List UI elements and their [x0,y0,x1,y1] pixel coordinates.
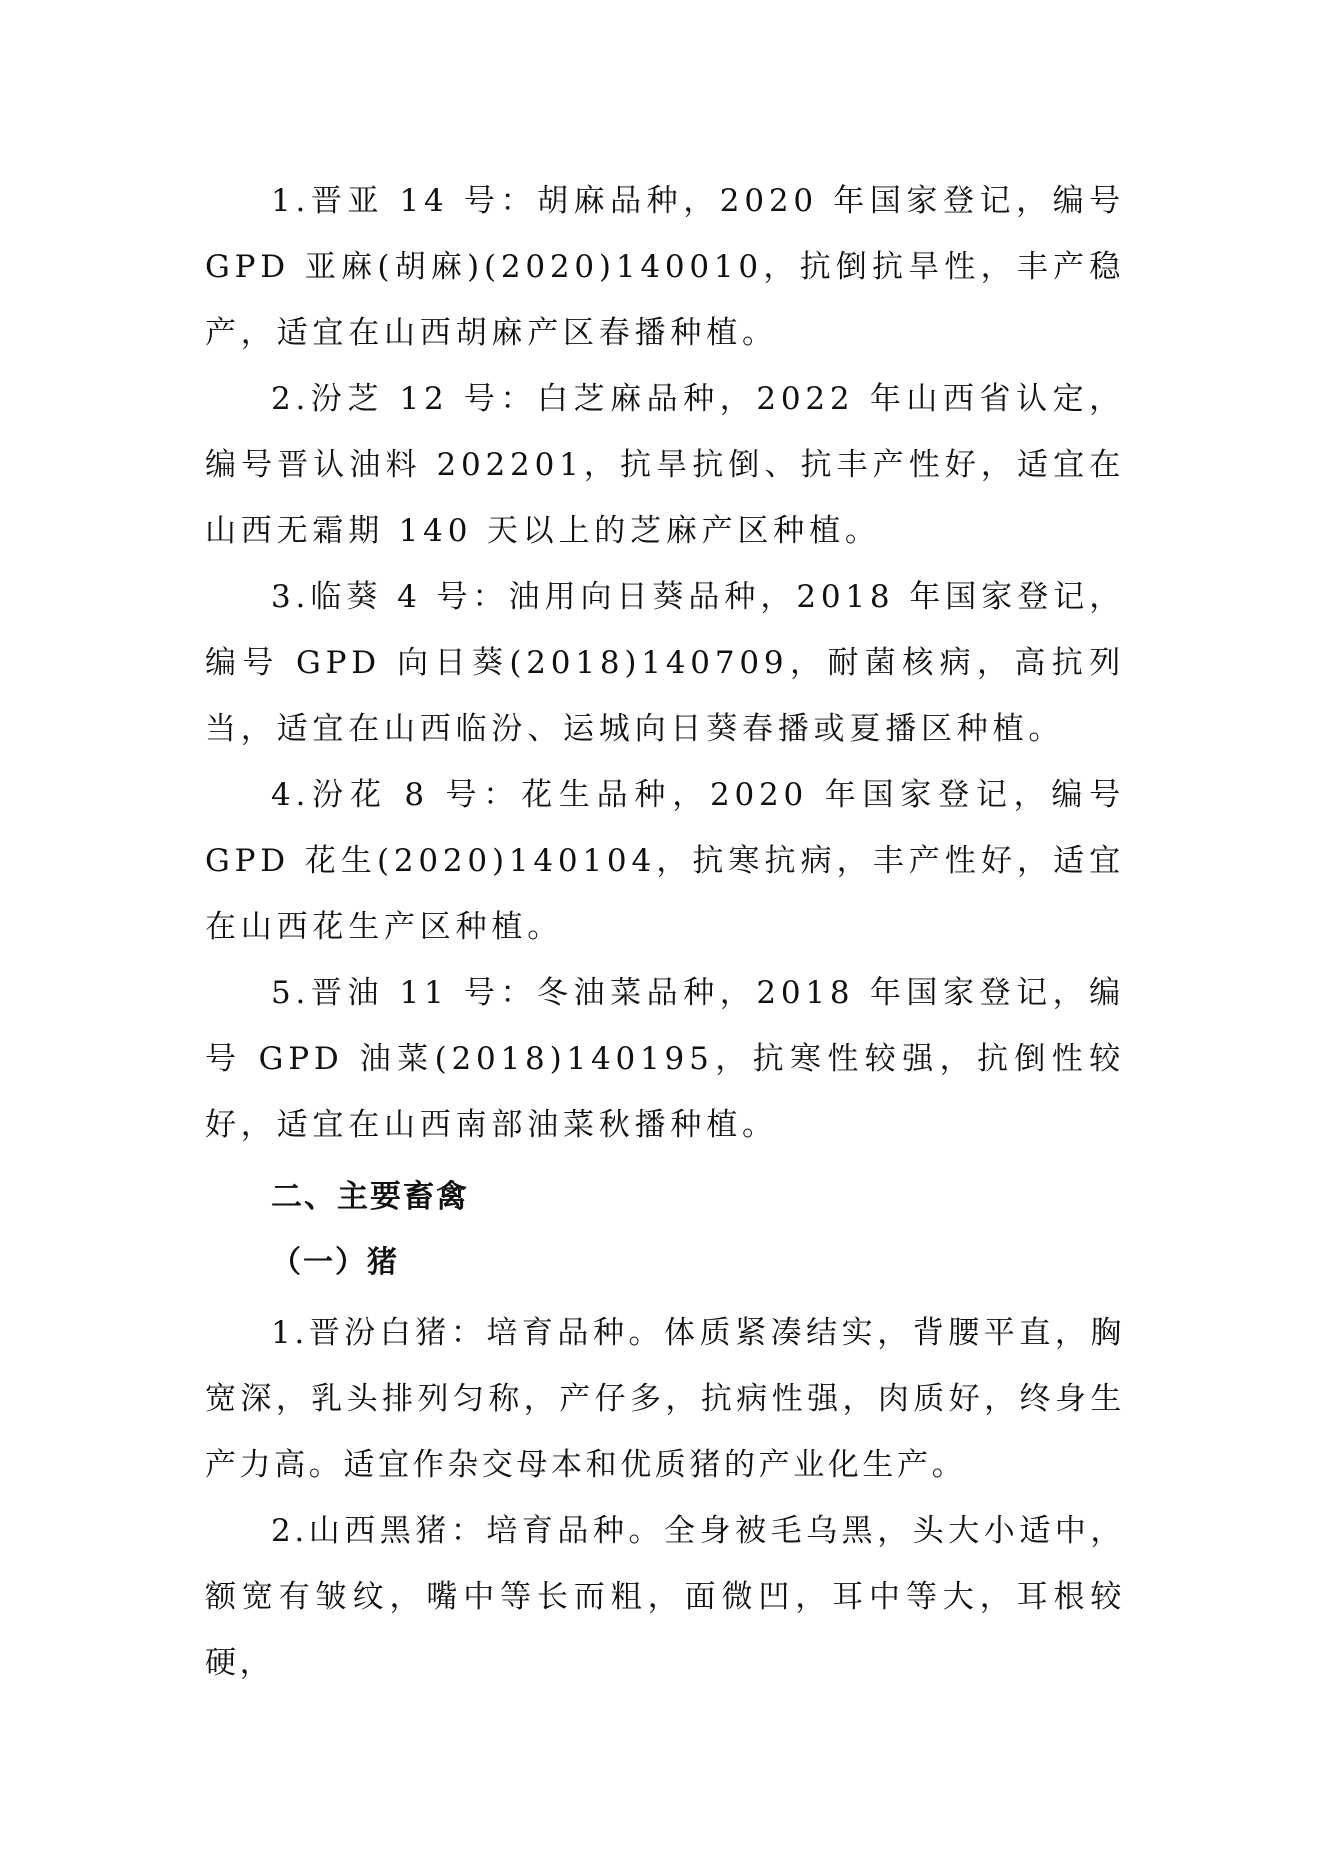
pig-breed-item-jinfen-white: 1.晋汾白猪：培育品种。体质紧凑结实，背腰平直，胸宽深，乳头排列匀称，产仔多，抗病性强，肉质好，终身生产力高。适宜作杂交母本和优质猪的产业化生产。 [205,1315,1125,1483]
section-heading-livestock: 二、主要畜禽 [271,1179,469,1215]
oil-crop-item-fenzhi-12: 2.汾芝 12 号：白芝麻品种，2022 年山西省认定，编号晋认油料 202201，抗旱抗倒、抗丰产性好，适宜在山西无霜期 140 天以上的芝麻产区种植。 [205,381,1125,549]
document-page [205,168,1125,1696]
subsection-heading-pig: （一）猪 [271,1245,399,1280]
oil-crop-item-jinyou-11: 5.晋油 11 号：冬油菜品种，2018 年国家登记，编号 GPD 油菜(2018)140195，抗寒性较强，抗倒性较好，适宜在山西南部油菜秋播种植。 [205,975,1125,1143]
oil-crop-item-fenhua-8: 4.汾花 8 号：花生品种，2020 年国家登记，编号 GPD 花生(2020)140104，抗寒抗病，丰产性好，适宜在山西花生产区种植。 [205,777,1125,945]
oil-crop-item-linkui-4: 3.临葵 4 号：油用向日葵品种，2018 年国家登记，编号 GPD 向日葵(2018)140709，耐菌核病，高抗列当，适宜在山西临汾、运城向日葵春播或夏播区种植。 [205,579,1125,747]
oil-crop-item-jinya-14: 1.晋亚 14 号：胡麻品种，2020 年国家登记，编号 GPD 亚麻(胡麻)(2020)140010，抗倒抗旱性，丰产稳产，适宜在山西胡麻产区春播种植。 [205,183,1125,351]
pig-breed-item-shanxi-black: 2.山西黑猪：培育品种。全身被毛乌黑，头大小适中，额宽有皱纹，嘴中等长而粗，面微凹，耳中等大，耳根较硬， [205,1513,1125,1681]
